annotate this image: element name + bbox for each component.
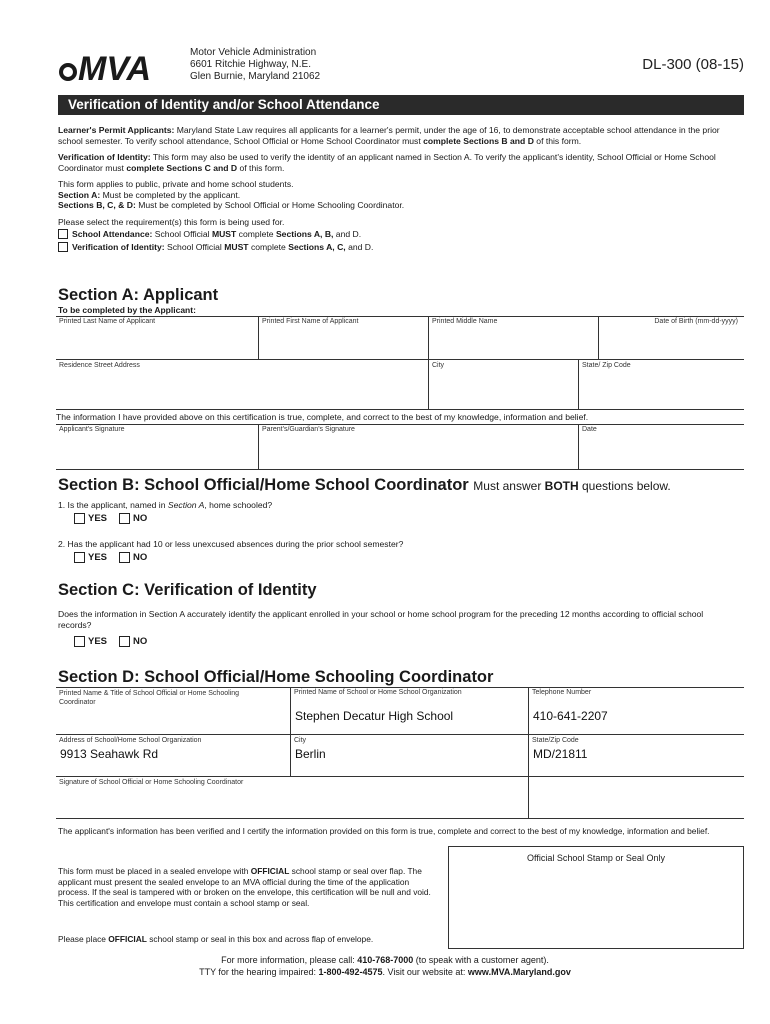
q2-yes-checkbox[interactable]: [74, 552, 85, 563]
q2-no-label: NO: [133, 552, 148, 563]
agency-city: Glen Burnie, Maryland 21062: [190, 71, 321, 82]
section-a-title: Section A: Applicant: [58, 286, 219, 304]
agency-name: Motor Vehicle Administration: [190, 47, 317, 58]
intro-applies: This form applies to public, private and home school students.: [58, 179, 294, 189]
section-b-q2-answers: [74, 552, 147, 563]
logo-text: MVA: [78, 50, 152, 86]
section-c-answers: [74, 636, 147, 647]
section-d-grid: [56, 687, 744, 819]
date-field[interactable]: Date: [578, 424, 744, 470]
section-a-grid: [56, 316, 744, 470]
q1-yes-label: YES: [88, 513, 108, 524]
q1-yes-checkbox[interactable]: [74, 513, 85, 524]
q1-no-label: NO: [133, 513, 148, 524]
c-no-label: NO: [133, 636, 148, 647]
dob-field[interactable]: Date of Birth (mm-dd-yyyy): [598, 316, 744, 360]
intro-block: [58, 125, 744, 254]
q2-yes-label: YES: [88, 552, 108, 563]
official-name-title-field[interactable]: Printed Name & Title of School Official or Home Schooling Coordinator: [56, 687, 290, 735]
footer-contact: For more information, please call: 410-768-7000 (to speak with a customer agent).: [221, 955, 549, 965]
section-a-subtitle: To be completed by the Applicant:: [58, 305, 196, 315]
section-b-title: Section B: School Official/Home School Coordinator Must answer BOTH questions below.: [58, 476, 671, 494]
school-address-field[interactable]: Address of School/Home School Organization 9913 Seahawk Rd: [56, 735, 290, 777]
applicant-signature-field[interactable]: Applicant's Signature: [56, 424, 258, 470]
c-yes-label: YES: [88, 636, 108, 647]
intro-sections-bcd-note: Sections B, C, & D: Must be completed by School Official or Home Schooling Coordinator.: [58, 200, 405, 210]
mva-logo: [58, 46, 188, 86]
section-c-question: Does the information in Section A accurately identify the applicant enrolled in your school or home school program for the preceding 12 months according to official school records?: [58, 609, 704, 630]
section-c-title: Section C: Verification of Identity: [58, 581, 317, 599]
school-city-value: Berlin: [295, 747, 326, 761]
school-org-field[interactable]: Printed Name of School or Home School Organization Stephen Decatur High School: [290, 687, 528, 735]
phone-value: 410-641-2207: [533, 709, 608, 723]
phone-field[interactable]: Telephone Number 410-641-2207: [528, 687, 744, 735]
first-name-field[interactable]: Printed First Name of Applicant: [258, 316, 428, 360]
section-d-certification: The applicant's information has been verified and I certify the information provided on this form is true, complete and correct to the best of my knowledge, information and belief.: [58, 826, 710, 836]
last-name-field[interactable]: Printed Last Name of Applicant: [56, 316, 258, 360]
stamp-placement-instructions: Please place OFFICIAL school stamp or seal in this box and across flap of envelope.: [58, 934, 374, 944]
option-school-attendance[interactable]: School Attendance: School Official MUST complete Sections A, B, and D.: [58, 229, 744, 240]
street-address-field[interactable]: Residence Street Address: [56, 360, 428, 410]
footer-tty: TTY for the hearing impaired: 1-800-492-4575. Visit our website at: www.MVA.Maryland.gov: [199, 967, 571, 977]
option-verification-identity[interactable]: Verification of Identity: School Official MUST complete Sections A, C, and D.: [58, 242, 744, 253]
section-b-instruction: Must answer BOTH questions below.: [473, 479, 671, 493]
intro-section-a-note: Section A: Must be completed by the applicant.: [58, 189, 241, 200]
section-d-title: Section D: School Official/Home Schooling Coordinator: [58, 668, 494, 686]
intro-learners-permit: Learner's Permit Applicants: Maryland State Law requires all applicants for a learner's permit, under the age of 16, to demonstrate acceptable school attendance in the prior school semester. To verify school attendance, School Official or Home School Coordinator must complete Sections B and D of this form.: [58, 125, 720, 146]
intro-verification: Verification of Identity: This form may also be used to verify the identity of an applicant named in Section A. To verify the applicant's identity, School Official or Home School Coordinator must complete Sections C and D of this form.: [58, 152, 716, 173]
agency-address: [190, 47, 320, 83]
state-zip-field[interactable]: State/ Zip Code: [578, 360, 744, 410]
c-yes-checkbox[interactable]: [74, 636, 85, 647]
school-city-field[interactable]: City Berlin: [290, 735, 528, 777]
envelope-instructions: This form must be placed in a sealed envelope with OFFICIAL school stamp or seal over flap. The applicant must present the sealed envelope to an MVA official during the time of the application process. If the seal is tampered with or broken on the envelope, this certification will be null and void. This certification and envelope must contain a school stamp or seal.: [58, 866, 431, 908]
section-b-question-2: 2. Has the applicant had 10 or less unexcused absences during the prior school semester?: [58, 539, 404, 549]
q1-no-checkbox[interactable]: [119, 513, 130, 524]
school-attendance-checkbox[interactable]: [58, 229, 68, 239]
guardian-signature-field[interactable]: Parent's/Guardian's Signature: [258, 424, 578, 470]
middle-name-field[interactable]: Printed Middle Name: [428, 316, 598, 360]
school-address-value: 9913 Seahawk Rd: [60, 747, 159, 761]
form-title: Verification of Identity and/or School Attendance: [58, 95, 744, 115]
official-signature-extra-field[interactable]: [528, 777, 744, 819]
stamp-box-label: Official School Stamp or Seal Only: [527, 853, 665, 863]
section-b-q1-answers: [74, 513, 147, 524]
school-state-zip-field[interactable]: State/Zip Code MD/21811: [528, 735, 744, 777]
c-no-checkbox[interactable]: [119, 636, 130, 647]
school-org-value: Stephen Decatur High School: [295, 709, 454, 723]
agency-street: 6601 Ritchie Highway, N.E.: [190, 59, 311, 70]
form-number: DL-300 (08-15): [642, 56, 744, 73]
section-a-certification: The information I have provided above on this certification is true, complete, and correct to the best of my knowledge, information and belief.: [56, 412, 589, 422]
q2-no-checkbox[interactable]: [119, 552, 130, 563]
footer-website-link[interactable]: www.MVA.Maryland.gov: [467, 967, 571, 977]
school-state-zip-value: MD/21811: [533, 747, 588, 761]
verification-identity-checkbox[interactable]: [58, 242, 68, 252]
city-field[interactable]: City: [428, 360, 578, 410]
official-stamp-box: [448, 846, 744, 949]
select-prompt: Please select the requirement(s) this form is being used for.: [58, 216, 285, 227]
official-signature-field[interactable]: Signature of School Official or Home Schooling Coordinator: [56, 777, 528, 819]
section-b-question-1: 1. Is the applicant, named in Section A, home schooled?: [58, 500, 273, 510]
